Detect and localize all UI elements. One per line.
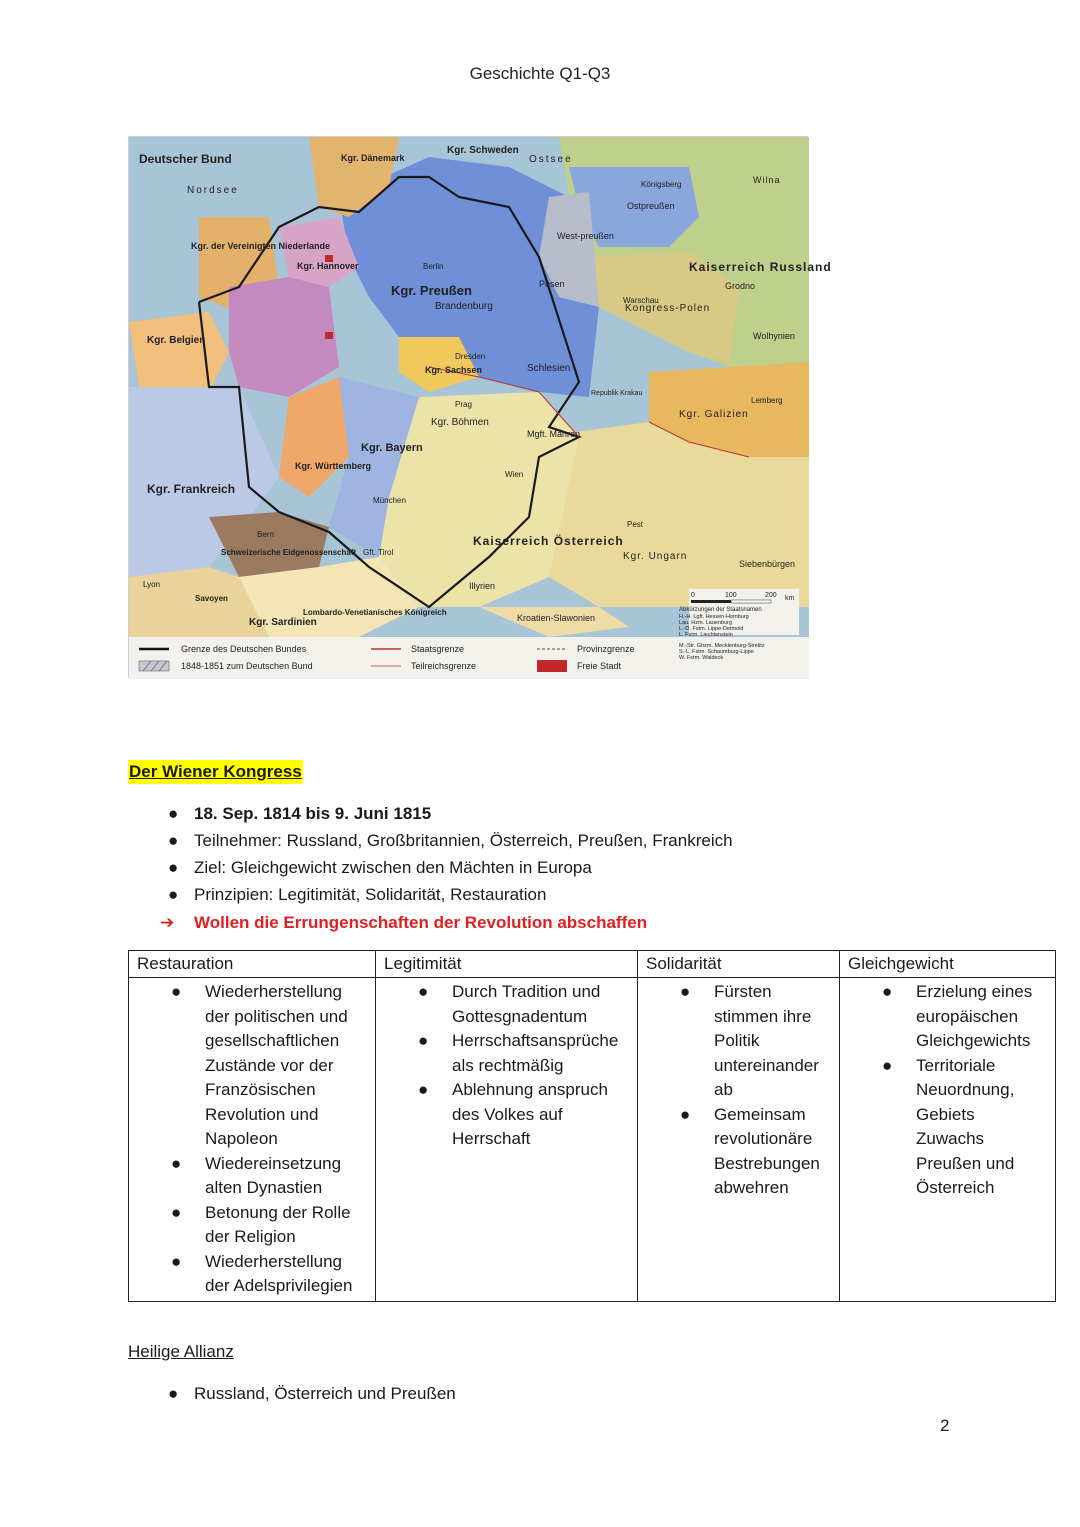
list-item: ● Herrschaftsansprüche als rechtmäßig (418, 1031, 619, 1075)
kongress-bullets (160, 800, 733, 908)
map-label-ungarn: Kgr. Ungarn (623, 551, 688, 562)
map-label-kaiserreich-ru: Kaiserreich Russland (689, 260, 832, 274)
map-region-belgien (129, 312, 229, 392)
legend-swatch-zum-bund (139, 661, 169, 671)
list-item: ● Prinzipien: Legitimität, Solidarität, Restauration (160, 881, 733, 908)
map-label-schweiz: Schweizerische Eidgenossenschaft (221, 548, 357, 557)
map-label-lemberg: Lemberg (751, 396, 783, 405)
map-label-schlesien: Schlesien (527, 363, 571, 374)
table-header-row (129, 951, 1056, 978)
map-label-illyrien: Illyrien (469, 581, 496, 591)
bullet-dot: ● (168, 831, 179, 850)
map-label-belgien: Kgr. Belgien (147, 335, 206, 346)
list-item: ● Durch Tradition und Gottesgnadentum (418, 982, 601, 1026)
map-label-dresden: Dresden (455, 352, 486, 361)
map-label-wien: Wien (505, 470, 524, 479)
map-label-wilna: Wilna (753, 175, 781, 185)
map-title: Deutscher Bund (139, 152, 232, 166)
map-label-tirol: Gft. Tirol (363, 548, 394, 557)
list-item: ● Wiedereinsetzung alten Dynastien (171, 1153, 342, 1197)
map-label-westpreussen: West-preußen (557, 231, 614, 241)
map-label-schweden: Kgr. Schweden (447, 145, 519, 156)
map-label-kroatien: Kroatien-Slawonien (517, 613, 596, 623)
legend-teilreichsgrenze: Teilreichsgrenze (411, 661, 477, 671)
map-label-maehren: Mgft. Mähren (527, 429, 581, 439)
map-label-sardinien: Kgr. Sardinien (249, 617, 317, 628)
map-label-daenemark: Kgr. Dänemark (341, 153, 405, 163)
scale-bar-1 (691, 600, 731, 603)
conclusion-text: Wollen die Errungenschaften der Revolution abschaffen (194, 913, 648, 932)
list-item: ● Russland, Österreich und Preußen (160, 1380, 456, 1407)
list-item: ● Gemeinsam revolutionäre Bestrebungen abwehren (680, 1104, 820, 1197)
table-header-gleichgewicht: Gleichgewicht (840, 951, 1056, 978)
map-label-bayern: Kgr. Bayern (361, 442, 423, 454)
list-item: ● Wiederherstellung der politischen und gesellschaftlichen Zustände vor der Französischen Revolution und Napoleon (171, 982, 348, 1148)
table-header-solidaritaet: Solidarität (638, 951, 840, 978)
list-item: ● Erzielung eines europäischen Gleichgewichts (882, 982, 1033, 1050)
map-label-pest: Pest (627, 520, 644, 529)
list-item: ● Teilnehmer: Russland, Großbritannien, Österreich, Preußen, Frankreich (160, 827, 733, 854)
map-label-krakau: Republik Krakau (591, 390, 643, 397)
section-title-wiener-kongress: Der Wiener Kongress (128, 760, 303, 784)
scale-twohundred: 200 (765, 592, 777, 599)
abbrev-item: S.-L. Fstm. Schaumburg-Lippe (679, 649, 754, 655)
conclusion-line (160, 909, 647, 936)
map-label-preussen: Kgr. Preußen (391, 283, 472, 298)
arrow-right-icon: ➔ (160, 913, 175, 932)
legend-staatsgrenze: Staatsgrenze (411, 644, 465, 654)
abbrev-item: M.-Str. Ghzm. Mecklenburg-Strelitz (679, 643, 765, 649)
scale-hundred: 100 (725, 592, 737, 599)
map-label-wolhynien: Wolhynien (753, 331, 795, 341)
scale-zero: 0 (691, 592, 695, 599)
list-item: ● Wiederherstellung der Adelsprivilegien (171, 1251, 353, 1295)
list-item: ● Ziel: Gleichgewicht zwischen den Mächten in Europa (160, 854, 733, 881)
table-cell-solidaritaet (638, 978, 840, 1302)
legend-swatch-freie-stadt (537, 660, 567, 672)
bullet-dot: ● (168, 885, 179, 904)
map-label-muenchen: München (373, 496, 406, 505)
map-label-savoyen: Savoyen (195, 594, 228, 603)
section-title-heilige-allianz: Heilige Allianz (128, 1342, 234, 1361)
map-label-berlin: Berlin (423, 262, 444, 271)
map-label-bern: Bern (257, 530, 274, 539)
map-label-kaiserreich-oe: Kaiserreich Österreich (473, 534, 624, 548)
map-freie-stadt-frankfurt (325, 332, 333, 339)
map-label-frankreich: Kgr. Frankreich (147, 482, 236, 496)
map-svg (129, 137, 832, 679)
list-item: ● Betonung der Rolle der Religion (171, 1202, 351, 1246)
prinzipien-table (128, 950, 1056, 1302)
map-label-koenigsberg: Königsberg (641, 180, 682, 189)
table-cell-legitimitaet (376, 978, 638, 1302)
abbrev-title: Abkürzungen der Staatsnamen (679, 607, 762, 613)
map-label-ostpreussen: Ostpreußen (627, 201, 675, 211)
bullet-dot: ● (168, 1384, 179, 1403)
map-label-boehmen: Kgr. Böhmen (431, 417, 489, 428)
map-label-nordsee: Nordsee (187, 185, 239, 196)
table-header-legitimitaet: Legitimität (376, 951, 638, 978)
legend-provinzgrenze: Provinzgrenze (577, 644, 635, 654)
map-label-kongresspolen: Kongress-Polen (625, 303, 711, 314)
map-label-posen: Posen (539, 279, 565, 289)
list-item: ● Ablehnung anspruch des Volkes auf Herrschaft (418, 1080, 608, 1148)
map-label-sachsen: Kgr. Sachsen (425, 365, 483, 375)
page-header: Geschichte Q1-Q3 (469, 64, 611, 83)
map-label-lombardo: Lombardo-Venetianisches Königreich (303, 608, 447, 617)
legend-zum-bund: 1848-1851 zum Deutschen Bund (181, 661, 313, 671)
list-item: ● Territoriale Neuordnung, Gebiets Zuwachs Preußen und Österreich (882, 1055, 1015, 1197)
allianz-bullets (160, 1380, 456, 1407)
map-label-niederlande: Kgr. der Vereinigten Niederlande (191, 241, 331, 251)
abbrev-item: Lau. Hzm. Lauenburg (679, 620, 732, 626)
map-label-prag: Prag (455, 400, 472, 409)
map-label-grodno: Grodno (725, 281, 756, 291)
legend-grenze-bund: Grenze des Deutschen Bundes (181, 644, 307, 654)
map-label-galizien: Kgr. Galizien (679, 409, 749, 420)
abbrev-item: H.-H. Lgft. Hessen-Homburg (679, 614, 749, 620)
abbrev-item: L. Fstm. Liechtenstein (679, 632, 733, 638)
map-label-wuerttemberg: Kgr. Württemberg (295, 461, 372, 471)
map-label-warschau: Warschau (623, 296, 659, 305)
page-number: 2 (940, 1416, 950, 1435)
list-item: ● 18. Sep. 1814 bis 9. Juni 1815 (160, 800, 733, 827)
scale-unit: km (785, 595, 795, 602)
table-header-restauration: Restauration (129, 951, 376, 978)
table-row (129, 978, 1056, 1302)
map-label-hannover: Kgr. Hannover (297, 261, 359, 271)
abbrev-item: W. Fstm. Waldeck (679, 655, 724, 661)
list-item: ● Fürsten stimmen ihre Politik untereinander ab (680, 982, 819, 1099)
map-label-lyon: Lyon (143, 580, 161, 589)
abbrev-item: L.-D. Fstm. Lippe-Detmold (679, 626, 744, 632)
bullet-dot: ● (168, 858, 179, 877)
scale-bar-2 (731, 600, 771, 603)
map-label-ostsee: Ostsee (529, 154, 573, 165)
table-cell-restauration (129, 978, 376, 1302)
map-label-siebenbuergen: Siebenbürgen (739, 559, 796, 569)
bullet-dot: ● (168, 804, 179, 823)
map-label-brandenburg: Brandenburg (435, 301, 493, 312)
legend-freie-stadt: Freie Stadt (577, 661, 622, 671)
map-deutscher-bund (128, 136, 832, 678)
table-cell-gleichgewicht (840, 978, 1056, 1302)
